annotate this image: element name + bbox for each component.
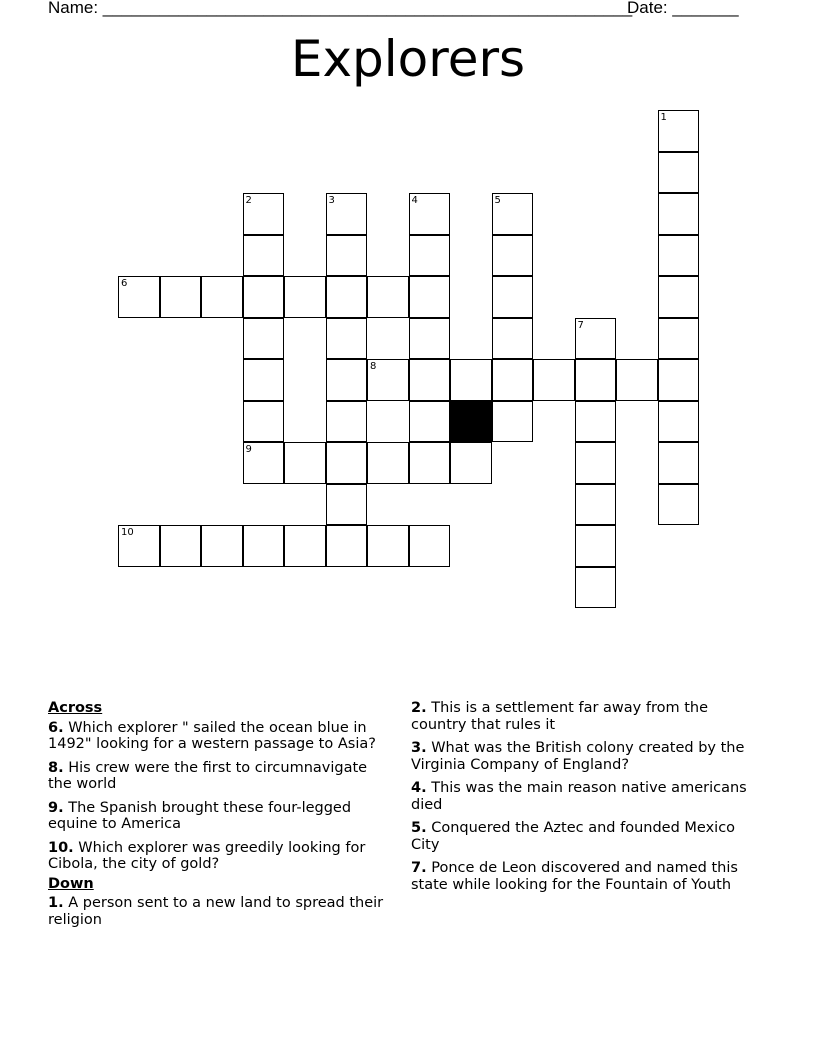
clue-text: His crew were the first to circumnavigate the world [48,759,368,792]
clue-text: Which explorer " sailed the ocean blue in 1492" looking for a western passage to Asia? [48,719,376,752]
grid-cell[interactable] [450,359,492,401]
grid-cell[interactable] [658,110,700,152]
grid-cell[interactable] [243,525,285,567]
clue-down-1 [48,895,393,928]
clue-down-2 [411,700,751,733]
grid-cell[interactable] [409,318,451,360]
clue-down-3 [411,740,751,773]
clues-column-left [48,700,393,935]
grid-cell[interactable] [284,442,326,484]
grid-cell-blocked [450,401,492,443]
grid-cell[interactable] [658,276,700,318]
grid-cell[interactable] [658,442,700,484]
grid-cell[interactable] [450,442,492,484]
grid-cell[interactable] [201,525,243,567]
grid-cell[interactable] [367,525,409,567]
grid-cell[interactable] [616,359,658,401]
down-heading: Down [48,875,94,892]
grid-cell[interactable] [492,401,534,443]
clue-number: 4. [411,780,427,796]
grid-cell[interactable] [658,235,700,277]
grid-cell[interactable] [284,276,326,318]
clue-text: Ponce de Leon discovered and named this state while looking for the Fountain of Youth [411,860,738,893]
grid-cell[interactable] [575,401,617,443]
grid-cell[interactable] [658,359,700,401]
grid-cell[interactable] [409,525,451,567]
clue-number-label: 7 [577,319,584,331]
grid-cell[interactable] [492,235,534,277]
clue-number-label: 2 [245,195,252,206]
grid-cell[interactable] [575,525,617,567]
clue-text: A person sent to a new land to spread their religion [48,895,384,928]
clue-across-8 [48,760,393,793]
grid-cell[interactable] [326,442,368,484]
grid-cell[interactable] [118,276,160,318]
grid-cell[interactable] [409,235,451,277]
grid-cell[interactable] [575,359,617,401]
clue-number: 5. [411,820,427,836]
clue-number-label: 4 [411,195,418,206]
grid-cell[interactable] [658,401,700,443]
clue-number: 3. [411,740,427,756]
clue-number: 2. [411,700,427,716]
grid-cell[interactable] [243,193,285,235]
clue-number: 6. [48,719,64,736]
clue-number-label: 10 [121,527,134,538]
grid-cell[interactable] [492,276,534,318]
clue-across-6 [48,720,393,753]
clue-number-label: 1 [660,112,667,123]
grid-cell[interactable] [118,525,160,567]
clue-number-label: 6 [121,278,128,289]
grid-cell[interactable] [243,359,285,401]
grid-cell[interactable] [533,359,575,401]
grid-cell[interactable] [243,442,285,484]
grid-cell[interactable] [367,359,409,401]
grid-cell[interactable] [658,193,700,235]
grid-cell[interactable] [492,318,534,360]
grid-cell[interactable] [409,442,451,484]
grid-cell[interactable] [575,567,617,609]
grid-cell[interactable] [326,276,368,318]
clue-text: Which explorer was greedily looking for Cibola, the city of gold? [48,839,366,872]
grid-cell[interactable] [326,525,368,567]
grid-cell[interactable] [284,525,326,567]
grid-cell[interactable] [243,276,285,318]
grid-cell[interactable] [575,318,617,360]
grid-cell[interactable] [326,318,368,360]
clue-number-label: 8 [370,361,377,372]
grid-cell[interactable] [575,442,617,484]
grid-cell[interactable] [575,484,617,526]
grid-cell[interactable] [658,318,700,360]
grid-cell[interactable] [326,235,368,277]
clue-number: 1. [48,895,64,911]
grid-cell[interactable] [160,525,202,567]
clue-down-4 [411,780,751,813]
grid-cell[interactable] [326,484,368,526]
across-heading: Across [48,700,103,716]
clue-text: What was the British colony created by the Virginia Company of England? [411,740,745,773]
clue-text: The Spanish brought these four-legged equine to America [48,799,352,832]
grid-cell[interactable] [367,276,409,318]
grid-cell[interactable] [409,276,451,318]
clue-text: This was the main reason native americans died [411,780,747,813]
grid-cell[interactable] [658,484,700,526]
grid-cell[interactable] [326,193,368,235]
grid-cell[interactable] [243,318,285,360]
grid-cell[interactable] [243,401,285,443]
name-field[interactable]: Name: ________________________________________________________ [48,0,633,17]
clue-down-5 [411,820,751,853]
grid-cell[interactable] [201,276,243,318]
clue-text: This is a settlement far away from the country that rules it [411,700,709,733]
page-title: Explorers [290,30,526,88]
clue-across-9 [48,800,393,833]
grid-cell[interactable] [326,359,368,401]
grid-cell[interactable] [409,359,451,401]
clue-down-7 [411,860,751,893]
clue-number: 8. [48,759,64,776]
grid-cell[interactable] [492,193,534,235]
clue-text: Conquered the Aztec and founded Mexico City [411,820,736,853]
grid-cell[interactable] [658,152,700,194]
clue-across-10 [48,840,393,873]
grid-cell[interactable] [243,235,285,277]
grid-cell[interactable] [367,442,409,484]
grid-cell[interactable] [160,276,202,318]
clue-number-label: 3 [328,195,335,206]
grid-cell[interactable] [492,359,534,401]
clue-number-label: 9 [245,444,252,455]
grid-cell[interactable] [409,401,451,443]
grid-cell[interactable] [326,401,368,443]
clue-number: 10. [48,839,74,856]
date-field[interactable]: Date: _______ [627,0,739,17]
clues-column-right [411,700,751,900]
clue-number-label: 5 [494,195,501,206]
grid-cell[interactable] [409,193,451,235]
clue-number: 7. [411,860,427,876]
clue-number: 9. [48,799,64,816]
